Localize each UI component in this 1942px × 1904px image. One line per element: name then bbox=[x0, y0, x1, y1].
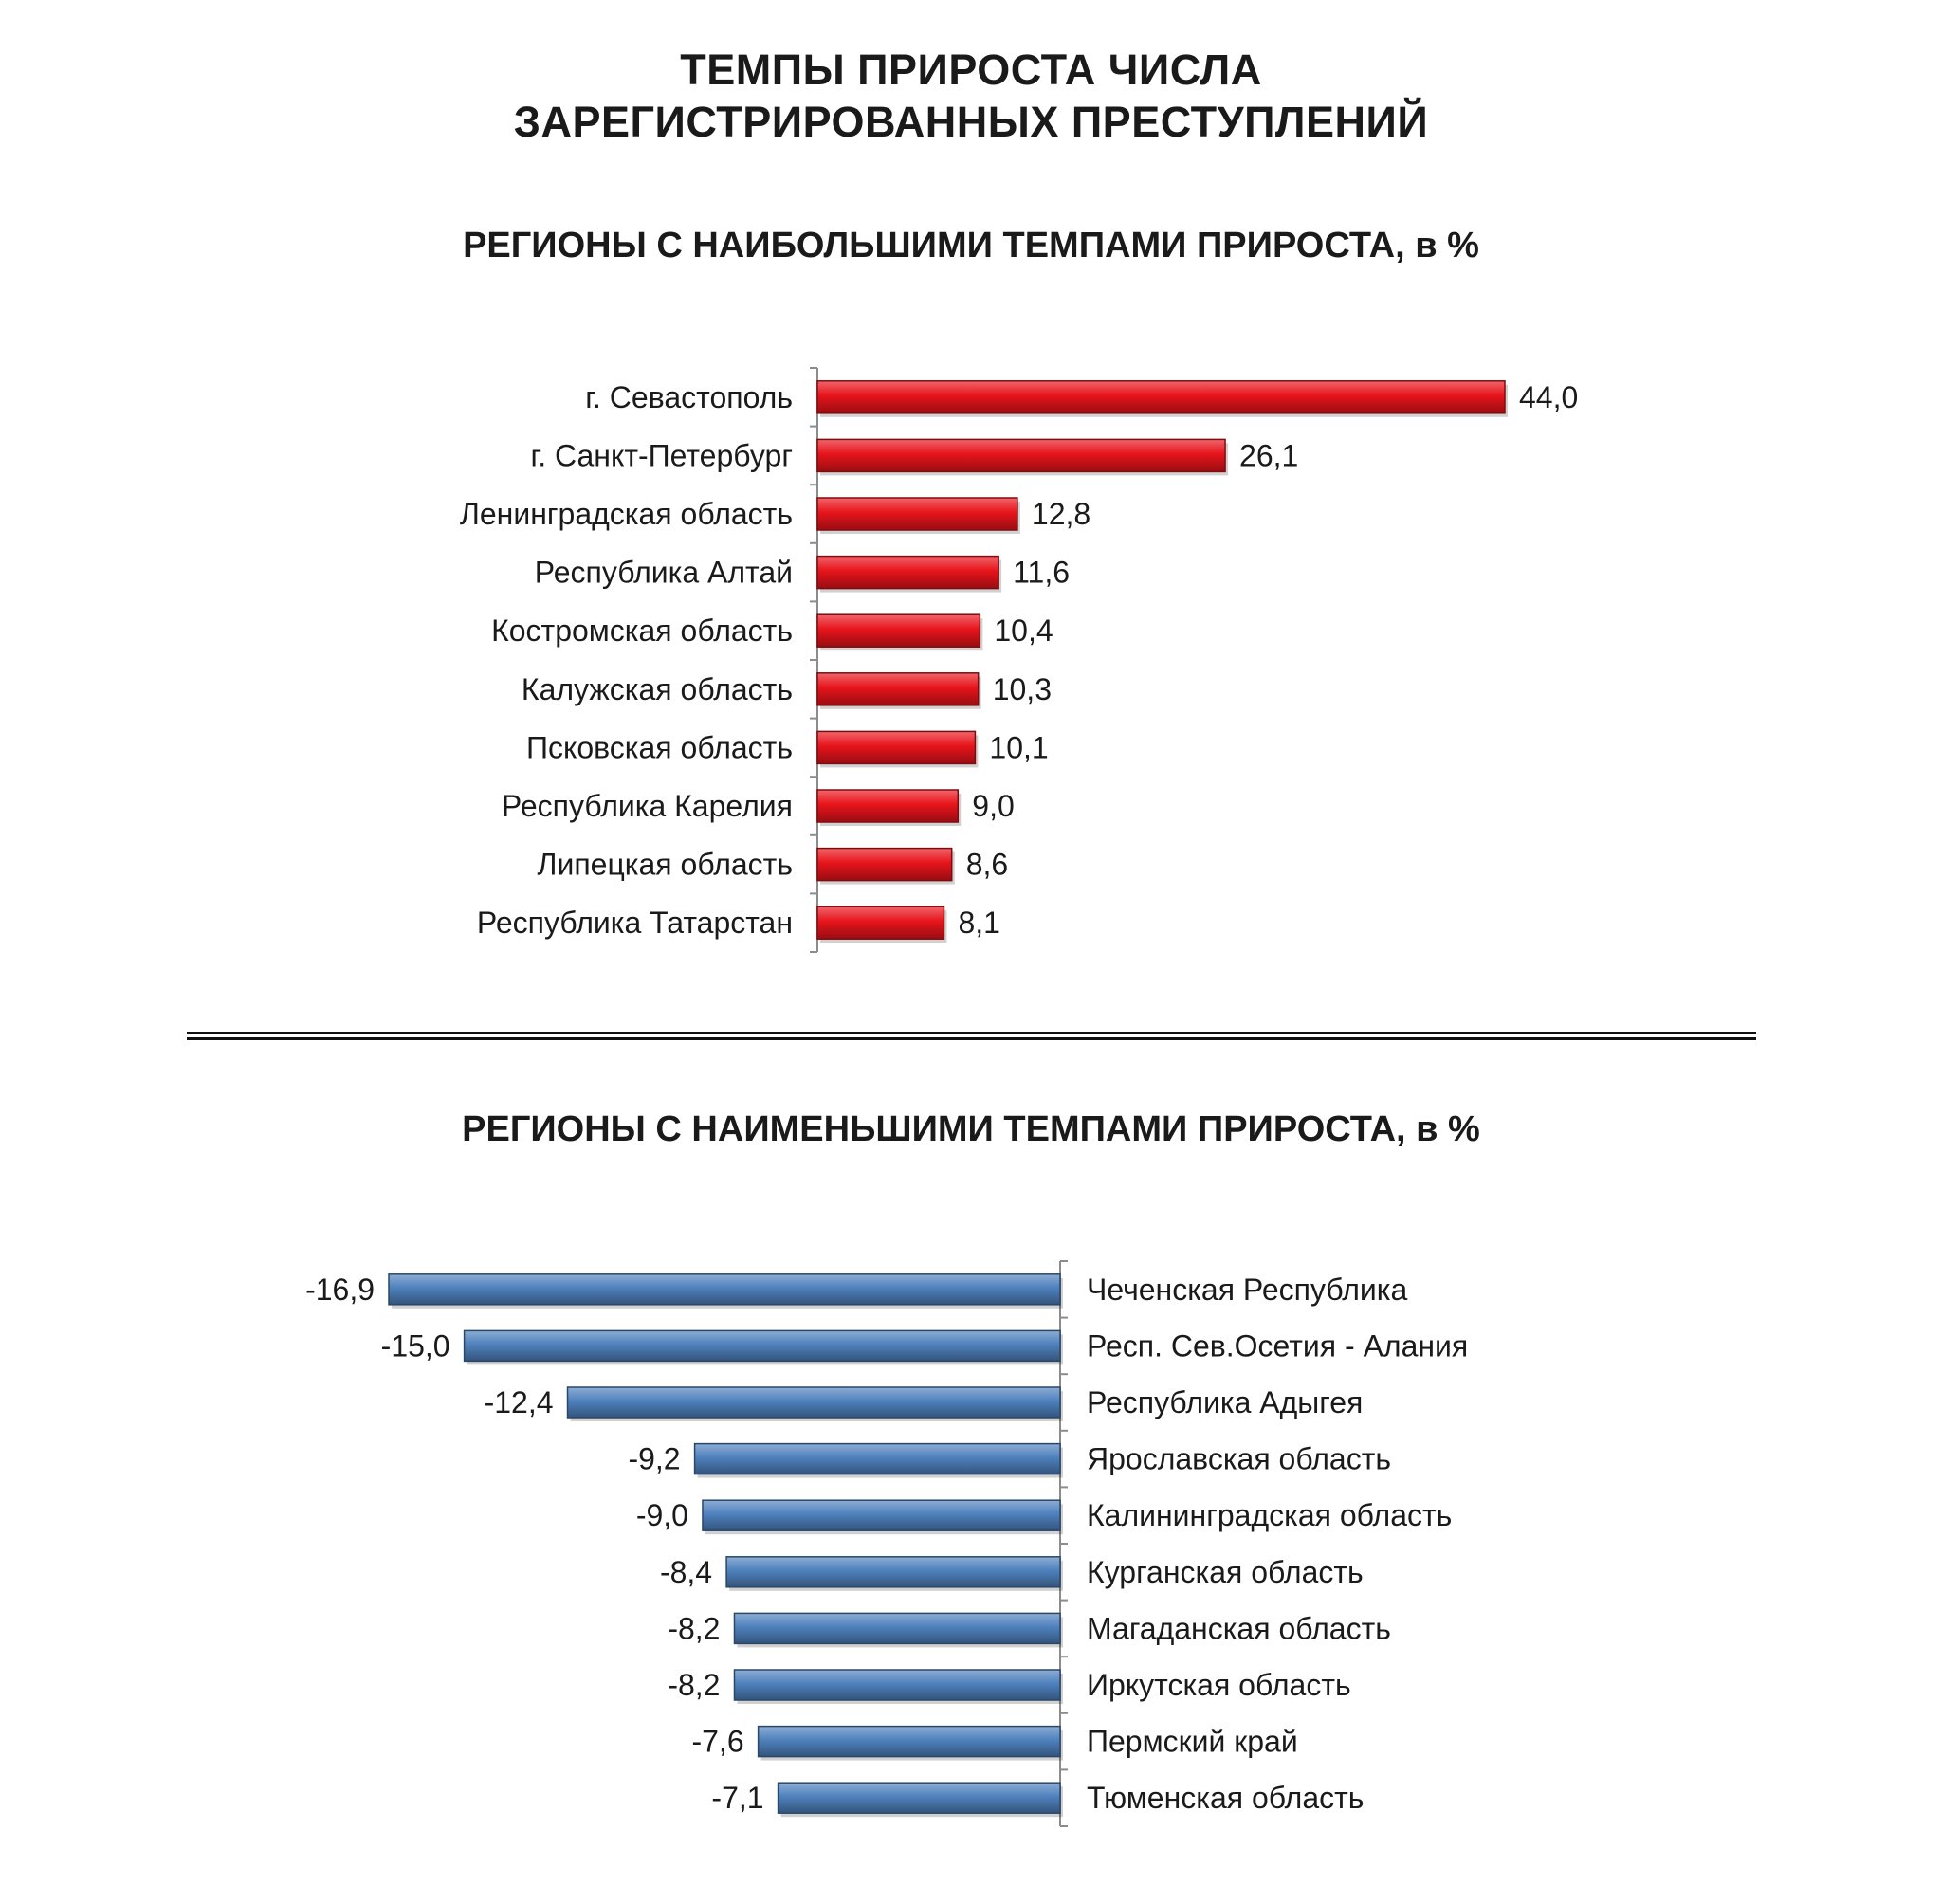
top-bar-group-г-севастополь bbox=[585, 380, 1578, 417]
bottom-bar-group-магаданская-область bbox=[668, 1611, 1391, 1647]
bottom-bar-group-калининградская-область bbox=[636, 1498, 1453, 1534]
top-bar-group-республика-алтай bbox=[535, 556, 1070, 593]
top-bar bbox=[817, 439, 1225, 471]
top-category-label: Липецкая область bbox=[537, 847, 793, 882]
top-bar bbox=[817, 614, 980, 647]
top-bar bbox=[817, 673, 979, 705]
bottom-bar-group-респ-сев-осетия-алания bbox=[381, 1328, 1469, 1364]
top-category-label: Псковская область bbox=[526, 730, 793, 765]
top-value-label: 8,1 bbox=[958, 906, 1000, 941]
top-chart-title: РЕГИОНЫ С НАИБОЛЬШИМИ ТЕМПАМИ ПРИРОСТА, в % bbox=[463, 226, 1479, 265]
bottom-value-label: -15,0 bbox=[380, 1328, 450, 1364]
top-bar-group-липецкая-область bbox=[537, 848, 1008, 885]
top-category-label: Ленинградская область bbox=[459, 497, 793, 531]
bottom-value-label: -9,0 bbox=[635, 1498, 688, 1533]
bottom-category-label: Чеченская Республика bbox=[1087, 1272, 1408, 1307]
bottom-category-label: Курганская область bbox=[1087, 1554, 1364, 1589]
bottom-category-label: Тюменская область bbox=[1087, 1781, 1365, 1816]
bottom-bar bbox=[759, 1727, 1060, 1757]
top-value-label: 11,6 bbox=[1013, 555, 1071, 590]
bottom-value-label: -12,4 bbox=[484, 1385, 554, 1419]
top-category-label: Республика Алтай bbox=[534, 555, 793, 590]
top-value-label: 8,6 bbox=[965, 847, 1009, 882]
bottom-value-label: -7,1 bbox=[711, 1781, 764, 1816]
bottom-bar-group-иркутская-область bbox=[668, 1668, 1350, 1704]
bottom-category-label: Ярославская область bbox=[1087, 1441, 1392, 1476]
bottom-category-label: Калининградская область bbox=[1087, 1498, 1453, 1533]
bottom-category-label: Респ. Сев.Осетия - Алания bbox=[1087, 1328, 1469, 1364]
bottom-bar-group-курганская-область bbox=[660, 1555, 1364, 1591]
top-category-label: Костромская область bbox=[491, 613, 793, 649]
top-category-label: Калужская область bbox=[521, 671, 793, 706]
top-bar-group-республика-татарстан bbox=[477, 906, 1000, 943]
top-bar bbox=[817, 557, 998, 589]
top-value-label: 10,1 bbox=[989, 730, 1049, 765]
bottom-bar bbox=[779, 1783, 1060, 1813]
bottom-bar bbox=[703, 1500, 1060, 1530]
bottom-bar-group-пермский-край bbox=[691, 1725, 1297, 1761]
bottom-value-label: -8,2 bbox=[668, 1611, 721, 1646]
bottom-bar-group-чеченская-республика bbox=[305, 1272, 1407, 1309]
page-title-line-1: ТЕМПЫ ПРИРОСТА ЧИСЛА bbox=[680, 46, 1262, 94]
top-bar bbox=[817, 849, 952, 881]
top-value-label: 44,0 bbox=[1519, 379, 1579, 414]
top-category-label: г. Севастополь bbox=[585, 379, 793, 414]
page-title-line-2: ЗАРЕГИСТРИРОВАННЫХ ПРЕСТУПЛЕНИЙ bbox=[513, 98, 1429, 146]
top-category-label: Республика Татарстан bbox=[476, 906, 793, 941]
top-bar bbox=[817, 731, 975, 763]
bottom-bar bbox=[734, 1670, 1060, 1700]
bottom-category-label: Пермский край bbox=[1087, 1724, 1298, 1759]
bottom-category-label: Магаданская область bbox=[1087, 1611, 1391, 1646]
bottom-bar bbox=[465, 1330, 1060, 1361]
bottom-value-label: -7,6 bbox=[691, 1724, 744, 1759]
top-value-label: 26,1 bbox=[1239, 438, 1299, 473]
top-value-label: 12,8 bbox=[1031, 497, 1091, 531]
top-bar bbox=[817, 381, 1505, 413]
bottom-bar-group-ярославская-область bbox=[628, 1442, 1391, 1478]
bottom-bar bbox=[734, 1613, 1060, 1643]
bottom-bar bbox=[726, 1557, 1060, 1587]
bottom-value-label: -8,4 bbox=[659, 1554, 713, 1589]
top-chart-axis bbox=[810, 368, 817, 952]
bottom-bar bbox=[389, 1274, 1060, 1305]
top-regions-bar-chart bbox=[0, 360, 1942, 967]
top-value-label: 9,0 bbox=[972, 789, 1015, 823]
bottom-value-label: -8,2 bbox=[668, 1668, 721, 1702]
top-bar-group-ленинградская-область bbox=[460, 497, 1090, 534]
top-bar-group-костромская-область bbox=[491, 613, 1053, 650]
bottom-bar bbox=[568, 1387, 1060, 1418]
top-category-label: Республика Карелия bbox=[501, 789, 793, 823]
bottom-value-label: -9,2 bbox=[628, 1441, 681, 1476]
section-separator bbox=[187, 1032, 1756, 1041]
bottom-bar-group-тюменская-область bbox=[711, 1781, 1364, 1817]
top-value-label: 10,4 bbox=[994, 613, 1053, 649]
top-category-label: г. Санкт-Петербург bbox=[530, 438, 793, 473]
top-bar-group-республика-карелия bbox=[502, 789, 1015, 826]
top-value-label: 10,3 bbox=[992, 671, 1052, 706]
top-bar bbox=[817, 790, 958, 822]
bottom-bar bbox=[695, 1444, 1060, 1474]
bottom-category-label: Республика Адыгея bbox=[1087, 1385, 1364, 1419]
top-bar-group-псковская-область bbox=[526, 730, 1049, 767]
top-bar bbox=[817, 906, 944, 939]
bottom-category-label: Иркутская область bbox=[1087, 1668, 1351, 1702]
bottom-value-label: -16,9 bbox=[305, 1272, 375, 1307]
top-bar bbox=[817, 498, 1017, 530]
bottom-chart-title: РЕГИОНЫ С НАИМЕНЬШИМИ ТЕМПАМИ ПРИРОСТА, в % bbox=[462, 1109, 1480, 1149]
top-bar-group-калужская-область bbox=[522, 672, 1052, 709]
bottom-bar-group-республика-адыгея bbox=[485, 1385, 1364, 1421]
top-bar-group-г-санкт-петербург bbox=[530, 438, 1298, 475]
bottom-regions-bar-chart bbox=[0, 1256, 1942, 1863]
